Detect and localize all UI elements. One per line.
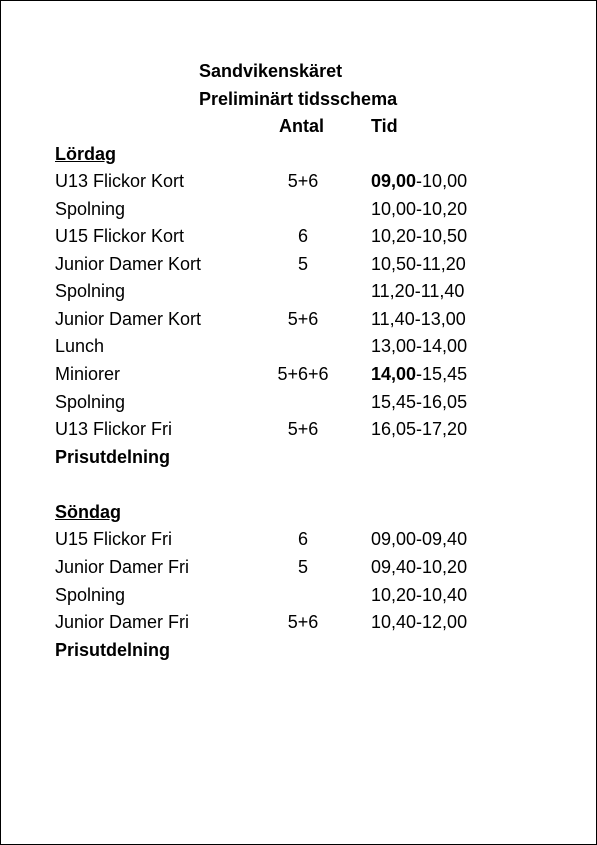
row-antal: 5+6	[287, 612, 319, 632]
column-header-tid: Tid	[371, 116, 398, 136]
row-tid-rest: 10,20-10,50	[371, 226, 468, 246]
row-tid	[371, 169, 467, 193]
row-tid-start: 14,00	[371, 364, 417, 384]
row-tid-rest: 11,20-11,40	[371, 281, 465, 301]
row-antal: 6	[297, 226, 308, 246]
row-tid	[371, 224, 467, 248]
row-antal: 5+6	[287, 309, 319, 329]
row-tid-rest: 10,00-10,20	[371, 199, 468, 219]
schedule-row	[1, 334, 596, 358]
schedule-row	[1, 610, 596, 634]
row-tid-rest: 11,40-13,00	[371, 309, 466, 329]
row-event: U15 Flickor Kort	[55, 226, 185, 246]
row-antal: 5+6	[287, 419, 319, 439]
row-tid-rest: -10,00	[416, 171, 468, 191]
day-heading-lordag: Lördag	[55, 144, 116, 164]
row-event: Junior Damer Kort	[55, 254, 202, 274]
row-tid	[371, 417, 467, 441]
row-tid	[371, 390, 467, 414]
row-tid-start: 09,00	[371, 171, 417, 191]
row-tid-rest: 16,05-17,20	[371, 419, 468, 439]
row-tid	[371, 307, 466, 331]
document-title: Sandvikenskäret	[199, 61, 343, 81]
schedule-row	[1, 555, 596, 579]
row-tid	[371, 362, 467, 386]
schedule-row	[1, 362, 596, 386]
row-antal: 6	[297, 529, 308, 549]
row-event: U15 Flickor Fri	[55, 529, 173, 549]
column-header-antal: Antal	[279, 116, 324, 136]
schedule-row	[1, 224, 596, 248]
schedule-row	[1, 445, 596, 469]
row-tid-rest: 13,00-14,00	[371, 336, 468, 356]
row-tid-rest: 09,00-09,40	[371, 529, 468, 549]
row-tid-rest: -15,45	[416, 364, 468, 384]
row-tid	[371, 610, 467, 634]
schedule-row	[1, 197, 596, 221]
row-event: Spolning	[55, 281, 126, 301]
row-tid	[371, 252, 466, 276]
row-event: Junior Damer Fri	[55, 557, 190, 577]
schedule-row	[1, 583, 596, 607]
row-tid	[371, 197, 467, 221]
schedule-row	[1, 390, 596, 414]
row-tid	[371, 279, 464, 303]
row-event: Prisutdelning	[55, 640, 171, 660]
row-tid-rest: 10,40-12,00	[371, 612, 468, 632]
document-subtitle: Preliminärt tidsschema	[199, 89, 398, 109]
row-antal: 5	[297, 254, 308, 274]
row-antal: 5	[297, 557, 308, 577]
row-event: Spolning	[55, 585, 126, 605]
row-tid-rest: 09,40-10,20	[371, 557, 468, 577]
row-tid-rest: 10,50-11,20	[371, 254, 466, 274]
row-event: Miniorer	[55, 364, 121, 384]
schedule-row	[1, 417, 596, 441]
row-event: Spolning	[55, 199, 126, 219]
row-event: U13 Flickor Kort	[55, 171, 185, 191]
row-tid-rest: 10,20-10,40	[371, 585, 468, 605]
row-antal: 5+6	[287, 171, 319, 191]
row-tid	[371, 583, 467, 607]
row-event: U13 Flickor Fri	[55, 419, 173, 439]
row-tid	[371, 527, 467, 551]
schedule-row	[1, 527, 596, 551]
schedule-row	[1, 638, 596, 662]
schedule-row	[1, 252, 596, 276]
day-heading-sondag: Söndag	[55, 502, 121, 522]
schedule-row	[1, 307, 596, 331]
row-tid	[371, 555, 467, 579]
row-event: Junior Damer Kort	[55, 309, 202, 329]
schedule-row	[1, 279, 596, 303]
row-event: Spolning	[55, 392, 126, 412]
row-event: Lunch	[55, 336, 105, 356]
row-event: Prisutdelning	[55, 447, 171, 467]
row-event: Junior Damer Fri	[55, 612, 190, 632]
row-antal: 5+6+6	[277, 364, 329, 384]
schedule-row	[1, 169, 596, 193]
row-tid-rest: 15,45-16,05	[371, 392, 468, 412]
row-tid	[371, 334, 467, 358]
